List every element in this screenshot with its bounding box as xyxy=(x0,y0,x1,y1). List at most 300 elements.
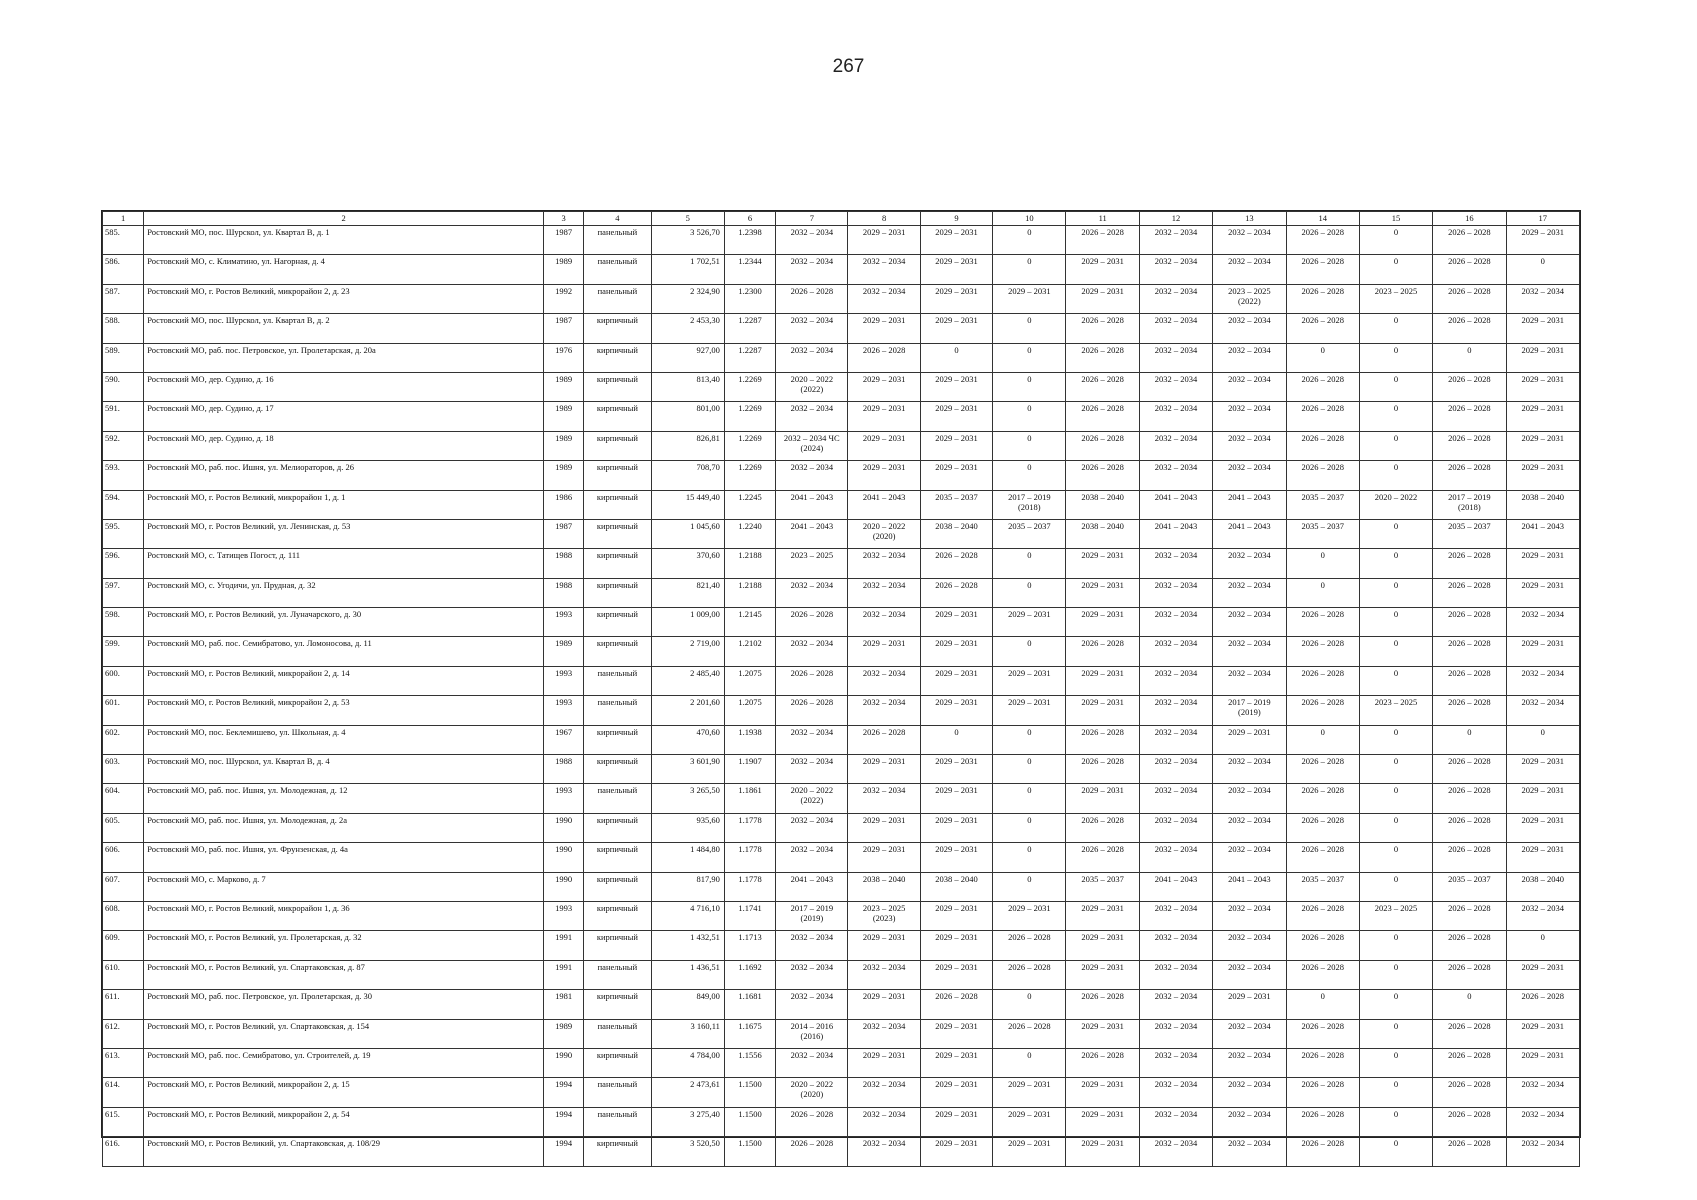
table-cell xyxy=(1139,1019,1212,1048)
table-cell xyxy=(144,901,544,930)
table-cell xyxy=(993,461,1066,490)
cell-text-line: 2032 – 2034 xyxy=(1228,550,1271,561)
cell-text-line: 590. xyxy=(105,373,120,384)
table-row xyxy=(103,343,1580,372)
table-cell xyxy=(651,314,724,343)
column-header: 3 xyxy=(544,212,584,226)
column-header: 4 xyxy=(584,212,651,226)
cell-text-line: 2041 – 2043 xyxy=(790,491,834,502)
cell-text-line: 2032 – 2034 xyxy=(1521,902,1565,913)
table-cell xyxy=(584,666,651,695)
table-cell xyxy=(1139,431,1212,460)
table-cell xyxy=(1433,990,1506,1019)
cell-text-line: (2024) xyxy=(800,442,824,453)
table-cell xyxy=(848,637,920,666)
cell-text-line: 0 xyxy=(1320,579,1325,590)
table-cell xyxy=(848,666,920,695)
cell-text-line: 1.1692 xyxy=(738,961,762,972)
cell-text-line: Ростовский МО, г. Ростов Великий, ул. Спартаковская, д. 108/29 xyxy=(147,1138,380,1149)
cell-text-line: 2023 – 2025 xyxy=(1228,285,1271,296)
column-header: 11 xyxy=(1066,212,1139,226)
data-table-container xyxy=(101,210,1581,1149)
table-cell xyxy=(1213,813,1286,842)
table-cell xyxy=(1286,490,1359,519)
cell-text-line: 1989 xyxy=(555,403,573,414)
cell-text-line: 1989 xyxy=(555,462,573,473)
cell-text-line: 2026 – 2028 xyxy=(1301,462,1344,473)
cell-text-line: 616. xyxy=(105,1138,120,1149)
cell-text-line: 2032 – 2034 xyxy=(1521,609,1565,620)
table-cell xyxy=(776,666,848,695)
cell-text-line: 2029 – 2031 xyxy=(1081,667,1124,678)
table-cell xyxy=(1433,843,1506,872)
table-cell xyxy=(1213,226,1286,255)
cell-text-line: 2032 – 2034 xyxy=(1228,1108,1271,1119)
table-cell xyxy=(1066,813,1139,842)
cell-text-line: (2018) xyxy=(1458,501,1481,512)
table-cell xyxy=(1359,578,1432,607)
table-cell xyxy=(1286,872,1359,901)
cell-text-line: 2032 – 2034 xyxy=(1154,256,1198,267)
table-cell xyxy=(103,372,144,401)
cell-text-line: (2023) xyxy=(872,912,896,923)
table-cell xyxy=(1506,519,1579,548)
table-cell xyxy=(724,608,775,637)
cell-text-line: 2026 – 2028 xyxy=(1301,373,1344,384)
table-cell xyxy=(1286,666,1359,695)
cell-text-line: 2032 – 2034 xyxy=(790,961,834,972)
table-cell xyxy=(1286,1078,1359,1107)
cell-text-line: 2029 – 2031 xyxy=(1081,1079,1124,1090)
data-table xyxy=(102,211,1580,1167)
table-row xyxy=(103,960,1580,989)
table-cell xyxy=(1433,901,1506,930)
table-row xyxy=(103,784,1580,813)
cell-text-line: 0 xyxy=(1393,1049,1399,1060)
cell-text-line: 2041 – 2043 xyxy=(1228,491,1271,502)
table-cell xyxy=(1359,490,1432,519)
table-cell xyxy=(544,461,584,490)
cell-text-line: 1.2300 xyxy=(738,285,762,296)
table-cell xyxy=(1213,431,1286,460)
table-cell xyxy=(544,284,584,313)
table-cell xyxy=(1213,461,1286,490)
table-cell xyxy=(724,1107,775,1136)
cell-text-line: 2029 – 2031 xyxy=(1521,638,1565,649)
cell-text-line: 2029 – 2031 xyxy=(862,315,906,326)
cell-text-line: 2029 – 2031 xyxy=(862,373,906,384)
cell-text-line: 2017 – 2019 xyxy=(1448,491,1491,502)
table-row xyxy=(103,901,1580,930)
cell-text-line: 2026 – 2028 xyxy=(1301,1020,1344,1031)
cell-text-line: 2 201,60 xyxy=(690,697,720,708)
table-cell xyxy=(544,784,584,813)
table-cell xyxy=(1286,901,1359,930)
cell-text-line: 2032 – 2034 xyxy=(790,403,834,414)
column-header: 12 xyxy=(1139,212,1212,226)
cell-text-line: 2029 – 2031 xyxy=(1008,667,1051,678)
table-row xyxy=(103,1048,1580,1077)
table-row xyxy=(103,872,1580,901)
cell-text-line: 1.2287 xyxy=(738,344,762,355)
cell-text-line: 2029 – 2031 xyxy=(935,256,978,267)
table-cell xyxy=(1359,461,1432,490)
table-cell xyxy=(1433,284,1506,313)
cell-text-line: 0 xyxy=(1320,726,1325,737)
cell-text-line: 2032 – 2034 xyxy=(1228,315,1271,326)
table-cell xyxy=(584,1078,651,1107)
table-cell xyxy=(1506,1048,1579,1077)
cell-text-line: 2029 – 2031 xyxy=(862,403,906,414)
cell-text-line: (2016) xyxy=(800,1030,824,1041)
cell-text-line: 1.2075 xyxy=(738,667,762,678)
table-cell xyxy=(1359,343,1432,372)
cell-text-line: кирпичный xyxy=(596,491,638,502)
table-cell xyxy=(1139,608,1212,637)
table-cell xyxy=(544,1078,584,1107)
cell-text-line: 1967 xyxy=(555,726,573,737)
cell-text-line: 2029 – 2031 xyxy=(1081,785,1124,796)
table-cell xyxy=(1433,431,1506,460)
table-cell xyxy=(103,1107,144,1136)
table-cell xyxy=(1139,725,1212,754)
table-cell xyxy=(1286,1107,1359,1136)
cell-text-line: 2026 – 2028 xyxy=(1081,315,1124,326)
cell-text-line: 0 xyxy=(1027,991,1032,1002)
table-cell xyxy=(920,931,992,960)
table-cell xyxy=(1506,784,1579,813)
table-cell xyxy=(584,284,651,313)
cell-text-line: 2026 – 2028 xyxy=(1081,844,1124,855)
table-cell xyxy=(1066,725,1139,754)
table-cell xyxy=(1066,1019,1139,1048)
table-cell xyxy=(544,372,584,401)
table-cell xyxy=(848,461,920,490)
table-cell xyxy=(1506,813,1579,842)
table-cell xyxy=(848,402,920,431)
cell-text-line: 0 xyxy=(1393,814,1399,825)
table-cell xyxy=(144,784,544,813)
table-cell xyxy=(1213,843,1286,872)
table-cell xyxy=(144,666,544,695)
cell-text-line: 2032 – 2034 xyxy=(1228,932,1271,943)
cell-text-line: (2018) xyxy=(1017,501,1041,512)
cell-text-line: 0 xyxy=(954,344,959,355)
table-cell xyxy=(544,1048,584,1077)
table-cell xyxy=(920,901,992,930)
cell-text-line: 2026 – 2028 xyxy=(935,579,978,590)
table-cell xyxy=(1213,725,1286,754)
cell-text-line: 1987 xyxy=(555,227,573,237)
cell-text-line: 2032 – 2034 xyxy=(1228,1079,1271,1090)
cell-text-line: 0 xyxy=(1540,932,1545,943)
table-cell xyxy=(920,461,992,490)
cell-text-line: 2029 – 2031 xyxy=(935,373,978,384)
cell-text-line: 4 716,10 xyxy=(690,902,720,913)
cell-text-line: 2029 – 2031 xyxy=(935,638,978,649)
cell-text-line: 2032 – 2034 xyxy=(1228,227,1271,237)
table-cell xyxy=(1066,549,1139,578)
cell-text-line: 592. xyxy=(105,432,120,443)
table-cell xyxy=(993,1137,1066,1166)
table-cell xyxy=(993,990,1066,1019)
table-cell xyxy=(993,519,1066,548)
table-cell xyxy=(1359,255,1432,284)
cell-text-line: 15 449,40 xyxy=(685,491,720,502)
cell-text-line: 2032 – 2034 xyxy=(1228,462,1271,473)
table-cell xyxy=(724,843,775,872)
cell-text-line: 2026 – 2028 xyxy=(1008,961,1051,972)
table-cell xyxy=(1433,1019,1506,1048)
table-cell xyxy=(1433,519,1506,548)
table-cell xyxy=(724,519,775,548)
cell-text-line: кирпичный xyxy=(596,315,638,326)
table-cell xyxy=(724,343,775,372)
table-row xyxy=(103,372,1580,401)
cell-text-line: 2032 – 2034 xyxy=(790,991,834,1002)
table-cell xyxy=(103,608,144,637)
table-cell xyxy=(1139,1048,1212,1077)
cell-text-line: 2026 – 2028 xyxy=(1081,373,1124,384)
cell-text-line: 2032 – 2034 xyxy=(790,932,834,943)
cell-text-line: 2035 – 2037 xyxy=(1301,873,1344,884)
table-row xyxy=(103,755,1580,784)
table-cell xyxy=(1433,637,1506,666)
cell-text-line: 2 719,00 xyxy=(690,638,720,649)
cell-text-line: 1.1500 xyxy=(738,1079,762,1090)
table-cell xyxy=(144,578,544,607)
table-row xyxy=(103,255,1580,284)
cell-text-line: 2026 – 2028 xyxy=(1301,1108,1344,1119)
cell-text-line: 1 045,60 xyxy=(690,520,720,531)
cell-text-line: 1990 xyxy=(555,873,573,884)
table-cell xyxy=(1213,872,1286,901)
cell-text-line: 0 xyxy=(1393,520,1399,531)
cell-text-line: 2032 – 2034 xyxy=(1228,256,1271,267)
table-cell xyxy=(1433,608,1506,637)
cell-text-line: Ростовский МО, дер. Судино, д. 18 xyxy=(147,432,274,443)
cell-text-line: 2041 – 2043 xyxy=(1228,873,1271,884)
table-cell xyxy=(1139,226,1212,255)
table-cell xyxy=(544,314,584,343)
table-cell xyxy=(103,901,144,930)
cell-text-line: 2032 – 2034 xyxy=(790,1049,834,1060)
table-cell xyxy=(584,519,651,548)
cell-text-line: 0 xyxy=(1467,991,1472,1002)
table-cell xyxy=(848,519,920,548)
table-cell xyxy=(1286,990,1359,1019)
cell-text-line: 1993 xyxy=(555,609,573,620)
table-cell xyxy=(103,490,144,519)
cell-text-line: 2032 – 2034 xyxy=(1228,432,1271,443)
cell-text-line: 2029 – 2031 xyxy=(1008,1108,1051,1119)
table-cell xyxy=(544,960,584,989)
cell-text-line: 2029 – 2031 xyxy=(862,227,906,237)
cell-text-line: кирпичный xyxy=(596,373,638,384)
cell-text-line: 1.2269 xyxy=(738,403,762,414)
table-cell xyxy=(993,578,1066,607)
table-cell xyxy=(1506,666,1579,695)
table-cell xyxy=(1213,784,1286,813)
table-cell xyxy=(776,608,848,637)
cell-text-line: 2026 – 2028 xyxy=(1301,785,1344,796)
cell-text-line: Ростовский МО, пос. Беклемишево, ул. Школьная, д. 4 xyxy=(147,726,346,737)
cell-text-line: 2032 – 2034 xyxy=(1154,609,1198,620)
cell-text-line: 2032 – 2034 xyxy=(1521,1079,1565,1090)
table-cell xyxy=(144,1137,544,1166)
table-cell xyxy=(1506,402,1579,431)
table-cell xyxy=(724,872,775,901)
table-cell xyxy=(144,696,544,725)
cell-text-line: 0 xyxy=(1393,961,1399,972)
table-body xyxy=(103,212,1580,1167)
cell-text-line: панельный xyxy=(597,1079,638,1090)
table-cell xyxy=(544,519,584,548)
cell-text-line: 1.2145 xyxy=(738,609,762,620)
table-cell xyxy=(993,901,1066,930)
table-cell xyxy=(1139,696,1212,725)
table-cell xyxy=(1286,226,1359,255)
table-cell xyxy=(920,666,992,695)
table-cell xyxy=(1139,549,1212,578)
cell-text-line: Ростовский МО, раб. пос. Семибратово, ул. Ломоносова, д. 11 xyxy=(147,638,372,649)
table-cell xyxy=(993,696,1066,725)
cell-text-line: 935,60 xyxy=(696,814,720,825)
cell-text-line: 1994 xyxy=(555,1108,573,1119)
table-cell xyxy=(651,226,724,255)
cell-text-line: 2026 – 2028 xyxy=(1448,638,1491,649)
table-cell xyxy=(144,431,544,460)
table-cell xyxy=(1066,284,1139,313)
cell-text-line: Ростовский МО, с. Климатино, ул. Нагорная, д. 4 xyxy=(147,256,325,267)
table-cell xyxy=(776,1048,848,1077)
table-cell xyxy=(993,255,1066,284)
table-cell xyxy=(1359,1137,1432,1166)
cell-text-line: 1.2245 xyxy=(738,491,762,502)
cell-text-line: 2032 – 2034 ЧС xyxy=(783,432,840,443)
table-row xyxy=(103,1078,1580,1107)
cell-text-line: 2026 – 2028 xyxy=(1301,697,1344,708)
table-cell xyxy=(144,1019,544,1048)
cell-text-line: 2029 – 2031 xyxy=(1521,373,1565,384)
cell-text-line: 2035 – 2037 xyxy=(1081,873,1124,884)
cell-text-line: 2026 – 2028 xyxy=(1301,403,1344,414)
table-cell xyxy=(776,578,848,607)
table-cell xyxy=(584,960,651,989)
cell-text-line: 2029 – 2031 xyxy=(862,844,906,855)
table-cell xyxy=(1286,696,1359,725)
cell-text-line: Ростовский МО, пос. Шурскол, ул. Квартал В, д. 4 xyxy=(147,756,330,767)
cell-text-line: Ростовский МО, раб. пос. Ишня, ул. Молодежная, д. 2а xyxy=(147,814,347,825)
cell-text-line: 2020 – 2022 xyxy=(790,785,834,796)
table-cell xyxy=(651,343,724,372)
cell-text-line: 1.1778 xyxy=(738,844,762,855)
table-cell xyxy=(144,490,544,519)
table-cell xyxy=(544,1137,584,1166)
table-cell xyxy=(1359,608,1432,637)
cell-text-line: 2032 – 2034 xyxy=(790,462,834,473)
table-cell xyxy=(1506,284,1579,313)
cell-text-line: 1.2240 xyxy=(738,520,762,531)
table-cell xyxy=(993,284,1066,313)
cell-text-line: 587. xyxy=(105,285,120,296)
table-cell xyxy=(544,990,584,1019)
table-cell xyxy=(144,1107,544,1136)
table-cell xyxy=(103,1078,144,1107)
table-cell xyxy=(651,755,724,784)
table-cell xyxy=(1139,519,1212,548)
cell-text-line: 0 xyxy=(1393,638,1399,649)
table-cell xyxy=(1506,755,1579,784)
table-cell xyxy=(1506,960,1579,989)
table-cell xyxy=(920,284,992,313)
cell-text-line: 2020 – 2022 xyxy=(790,1079,834,1090)
cell-text-line: 2029 – 2031 xyxy=(1521,961,1565,972)
table-cell xyxy=(1359,843,1432,872)
cell-text-line: 1.1861 xyxy=(738,785,762,796)
cell-text-line: 2032 – 2034 xyxy=(1154,1138,1198,1149)
table-cell xyxy=(1359,755,1432,784)
table-cell xyxy=(920,755,992,784)
table-cell xyxy=(1359,931,1432,960)
cell-text-line: кирпичный xyxy=(596,403,638,414)
table-cell xyxy=(144,519,544,548)
table-cell xyxy=(920,343,992,372)
table-cell xyxy=(1286,578,1359,607)
cell-text-line: 2029 – 2031 xyxy=(935,227,978,237)
table-cell xyxy=(1359,226,1432,255)
cell-text-line: кирпичный xyxy=(596,726,638,737)
table-cell xyxy=(544,637,584,666)
table-cell xyxy=(544,755,584,784)
table-cell xyxy=(993,402,1066,431)
table-cell xyxy=(651,872,724,901)
cell-text-line: 608. xyxy=(105,902,120,913)
cell-text-line: 2026 – 2028 xyxy=(1448,756,1491,767)
table-cell xyxy=(1066,960,1139,989)
cell-text-line: 2026 – 2028 xyxy=(1448,1108,1491,1119)
cell-text-line: 2032 – 2034 xyxy=(862,609,906,620)
cell-text-line: 598. xyxy=(105,609,120,620)
cell-text-line: 591. xyxy=(105,403,120,414)
table-cell xyxy=(1286,314,1359,343)
table-cell xyxy=(544,931,584,960)
cell-text-line: Ростовский МО, г. Ростов Великий, микрорайон 2, д. 14 xyxy=(147,667,350,678)
cell-text-line: 2017 – 2019 xyxy=(1008,491,1051,502)
table-cell xyxy=(1506,725,1579,754)
cell-text-line: 2032 – 2034 xyxy=(790,844,834,855)
cell-text-line: 2020 – 2022 xyxy=(790,373,834,384)
table-cell xyxy=(724,314,775,343)
table-cell xyxy=(1359,431,1432,460)
table-cell xyxy=(1139,931,1212,960)
table-cell xyxy=(1139,343,1212,372)
cell-text-line: 601. xyxy=(105,697,120,708)
table-cell xyxy=(1506,990,1579,1019)
cell-text-line: 2026 – 2028 xyxy=(1448,373,1491,384)
cell-text-line: 2026 – 2028 xyxy=(1301,227,1344,237)
column-header: 5 xyxy=(651,212,724,226)
cell-text-line: 2029 – 2031 xyxy=(862,638,906,649)
cell-text-line: 2029 – 2031 xyxy=(1081,256,1124,267)
table-cell xyxy=(544,1107,584,1136)
table-cell xyxy=(776,637,848,666)
cell-text-line: 2032 – 2034 xyxy=(1228,1049,1271,1060)
cell-text-line: 2032 – 2034 xyxy=(1154,1108,1198,1119)
table-cell xyxy=(584,490,651,519)
table-cell xyxy=(144,960,544,989)
cell-text-line: 2026 – 2028 xyxy=(1448,1079,1491,1090)
